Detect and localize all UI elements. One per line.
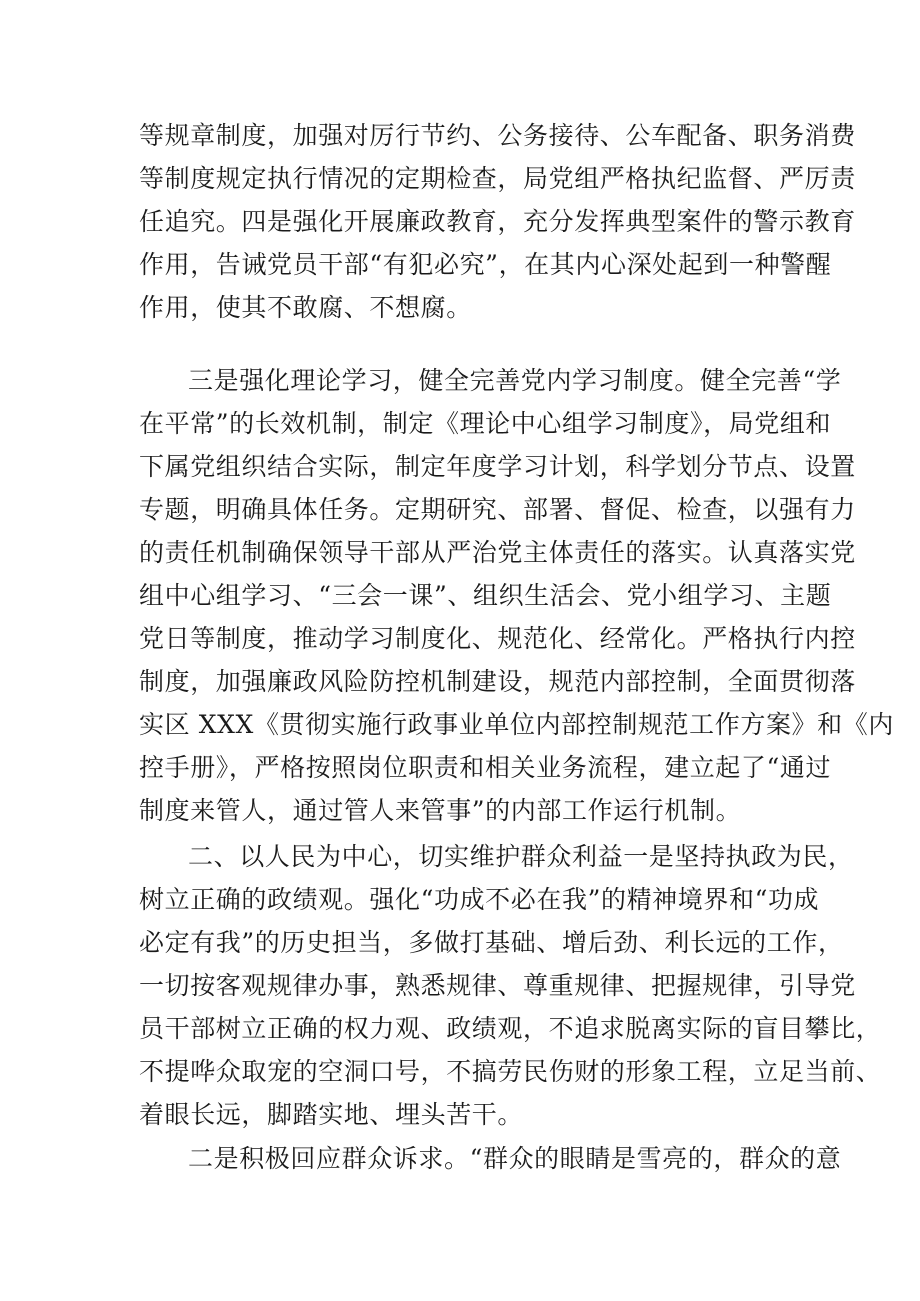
text-line: 不提哗众取宠的空洞口号，不搞劳民伤财的形象工程，立足当前、 — [139, 1057, 882, 1086]
text-line: 党日等制度，推动学习制度化、规范化、经常化。严格执行内控 — [139, 624, 856, 653]
text-line: 必定有我”的历史担当，多做打基础、增后劲、利长远的工作， — [139, 928, 844, 957]
text-line: 树立正确的政绩观。强化“功成不必在我”的精神境界和“功成 — [139, 885, 820, 914]
text-line: 在平常”的长效机制，制定《理论中心组学习制度》，局党组和 — [139, 409, 832, 438]
text-line: 制度，加强廉政风险防控机制建设，规范内部控制，全面贯彻落 — [139, 667, 856, 696]
paragraph-first-line: 二是积极回应群众诉求。“群众的眼睛是雪亮的，群众的意 — [188, 1144, 842, 1173]
text-line: 一切按客观规律办事，熟悉规律、尊重规律、把握规律，引导党 — [139, 971, 856, 1000]
text-line: 的责任机制确保领导干部从严治党主体责任的落实。认真落实党 — [139, 538, 856, 567]
paragraph-first-line: 三是强化理论学习，健全完善党内学习制度。健全完善“学 — [188, 366, 842, 395]
text-line: 任追究。四是强化开展廉政教育，充分发挥典型案件的警示教育 — [139, 207, 856, 236]
text-line: 控手册》，严格按照岗位职责和相关业务流程，建立起了“通过 — [139, 753, 832, 782]
text-line: 作用，告诫党员干部“有犯必究”，在其内心深处起到一种警醒 — [139, 250, 832, 279]
text-line: 作用，使其不敢腐、不想腐。 — [139, 293, 472, 322]
text-line: 专题，明确具体任务。定期研究、部署、督促、检查，以强有力 — [139, 495, 856, 524]
text-line: 等制度规定执行情况的定期检查，局党组严格执纪监督、严厉责 — [139, 164, 856, 193]
text-line: 实区 XXX《贯彻实施行政事业单位内部控制规范工作方案》和《内 — [139, 710, 894, 739]
text-line: 等规章制度，加强对厉行节约、公务接待、公车配备、职务消费 — [139, 121, 856, 150]
text-line: 下属党组织结合实际，制定年度学习计划，科学划分节点、设置 — [139, 452, 856, 481]
text-line: 着眼长远，脚踏实地、埋头苦干。 — [139, 1100, 524, 1129]
text-line: 制度来管人，通过管人来管事”的内部工作运行机制。 — [139, 796, 742, 825]
paragraph-first-line: 二、以人民为中心，切实维护群众利益一是坚持执政为民， — [188, 842, 854, 871]
text-line: 员干部树立正确的权力观、政绩观，不追求脱离实际的盲目攀比， — [139, 1014, 882, 1043]
text-line: 组中心组学习、“三会一课”、组织生活会、党小组学习、主题 — [139, 581, 832, 610]
